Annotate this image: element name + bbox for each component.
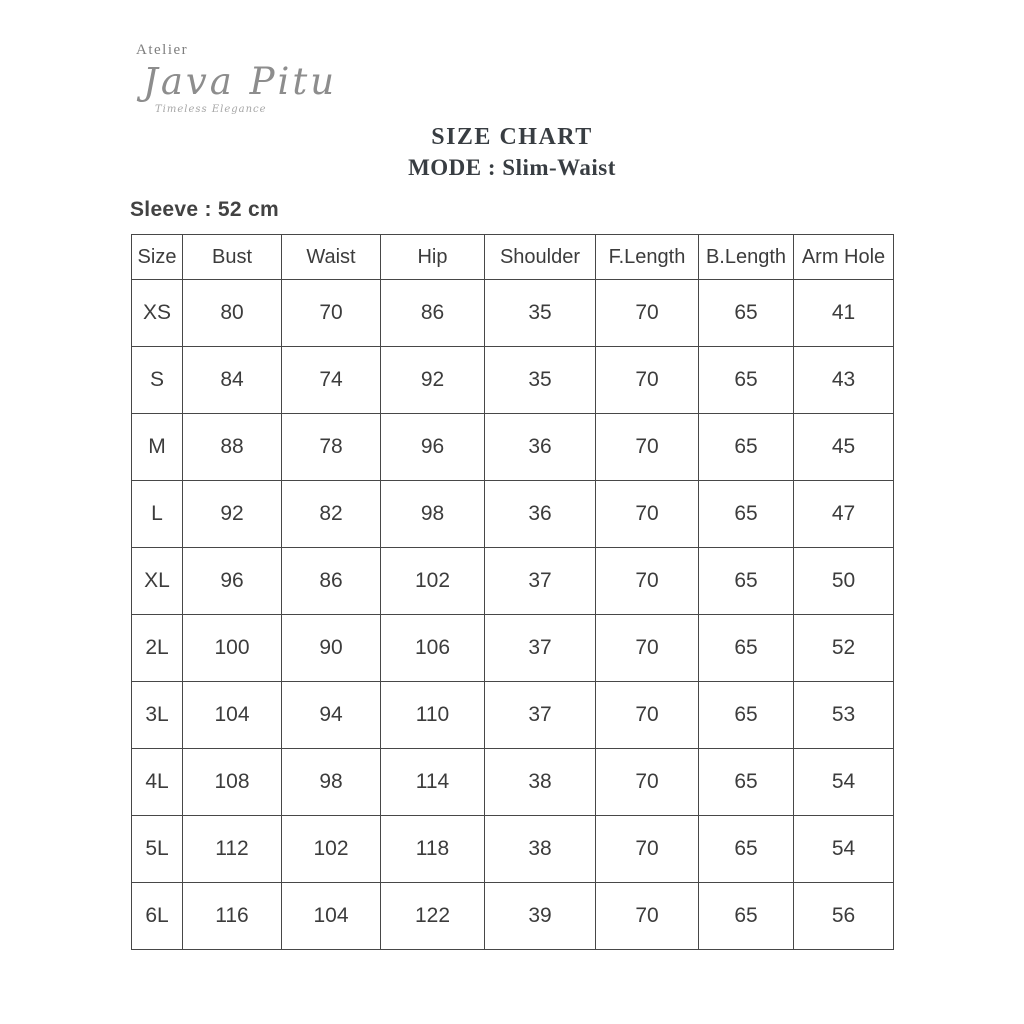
measurement-cell: 65 <box>699 414 794 481</box>
size-label-cell: L <box>132 481 183 548</box>
page-title: SIZE CHART <box>431 124 593 150</box>
measurement-cell: 90 <box>282 615 381 682</box>
measurement-cell: 92 <box>381 347 485 414</box>
measurement-cell: 118 <box>381 816 485 883</box>
measurement-cell: 100 <box>183 615 282 682</box>
table-row <box>132 816 894 883</box>
measurement-cell: 39 <box>485 883 596 950</box>
table-header <box>132 235 894 280</box>
brand-name: Java Pitu <box>143 60 338 103</box>
sleeve-note: Sleeve : 52 cm <box>130 198 279 221</box>
table-row <box>132 615 894 682</box>
measurement-cell: 43 <box>794 347 894 414</box>
measurement-cell: 102 <box>282 816 381 883</box>
brand-tagline: Timeless Elegance <box>155 104 267 115</box>
measurement-cell: 65 <box>699 280 794 347</box>
table-row <box>132 682 894 749</box>
table-row <box>132 548 894 615</box>
measurement-cell: 70 <box>596 481 699 548</box>
measurement-cell: 37 <box>485 615 596 682</box>
measurement-cell: 98 <box>381 481 485 548</box>
measurement-cell: 70 <box>596 280 699 347</box>
brand-logo <box>133 42 337 115</box>
measurement-cell: 80 <box>183 280 282 347</box>
measurement-cell: 45 <box>794 414 894 481</box>
measurement-cell: 70 <box>596 347 699 414</box>
measurement-cell: 38 <box>485 749 596 816</box>
measurement-cell: 65 <box>699 682 794 749</box>
table-row <box>132 414 894 481</box>
title-block <box>0 124 1024 181</box>
size-label-cell: 5L <box>132 816 183 883</box>
measurement-cell: 47 <box>794 481 894 548</box>
column-header-bust: Bust <box>183 235 282 280</box>
measurement-cell: 70 <box>596 816 699 883</box>
measurement-cell: 53 <box>794 682 894 749</box>
measurement-cell: 65 <box>699 347 794 414</box>
size-chart-table <box>131 234 894 950</box>
table-body <box>132 280 894 950</box>
column-header-hip: Hip <box>381 235 485 280</box>
measurement-cell: 86 <box>282 548 381 615</box>
measurement-cell: 70 <box>596 548 699 615</box>
table-row <box>132 883 894 950</box>
table-row <box>132 481 894 548</box>
measurement-cell: 54 <box>794 816 894 883</box>
measurement-cell: 37 <box>485 682 596 749</box>
size-label-cell: 3L <box>132 682 183 749</box>
measurement-cell: 70 <box>596 682 699 749</box>
size-label-cell: M <box>132 414 183 481</box>
measurement-cell: 122 <box>381 883 485 950</box>
measurement-cell: 106 <box>381 615 485 682</box>
measurement-cell: 94 <box>282 682 381 749</box>
measurement-cell: 65 <box>699 883 794 950</box>
size-label-cell: 4L <box>132 749 183 816</box>
measurement-cell: 78 <box>282 414 381 481</box>
measurement-cell: 104 <box>183 682 282 749</box>
measurement-cell: 110 <box>381 682 485 749</box>
measurement-cell: 88 <box>183 414 282 481</box>
column-header-b-length: B.Length <box>699 235 794 280</box>
measurement-cell: 70 <box>596 615 699 682</box>
measurement-cell: 82 <box>282 481 381 548</box>
table-row <box>132 347 894 414</box>
measurement-cell: 74 <box>282 347 381 414</box>
measurement-cell: 70 <box>596 883 699 950</box>
column-header-arm-hole: Arm Hole <box>794 235 894 280</box>
table-row <box>132 749 894 816</box>
measurement-cell: 65 <box>699 816 794 883</box>
size-label-cell: XL <box>132 548 183 615</box>
brand-prefix: Atelier <box>136 42 189 58</box>
measurement-cell: 35 <box>485 347 596 414</box>
measurement-cell: 36 <box>485 481 596 548</box>
measurement-cell: 84 <box>183 347 282 414</box>
measurement-cell: 112 <box>183 816 282 883</box>
measurement-cell: 114 <box>381 749 485 816</box>
measurement-cell: 36 <box>485 414 596 481</box>
measurement-cell: 50 <box>794 548 894 615</box>
measurement-cell: 104 <box>282 883 381 950</box>
measurement-cell: 92 <box>183 481 282 548</box>
measurement-cell: 108 <box>183 749 282 816</box>
size-label-cell: 2L <box>132 615 183 682</box>
measurement-cell: 41 <box>794 280 894 347</box>
size-label-cell: S <box>132 347 183 414</box>
measurement-cell: 70 <box>596 414 699 481</box>
measurement-cell: 56 <box>794 883 894 950</box>
measurement-cell: 86 <box>381 280 485 347</box>
measurement-cell: 98 <box>282 749 381 816</box>
column-header-f-length: F.Length <box>596 235 699 280</box>
table-header-row <box>132 235 894 280</box>
column-header-size: Size <box>132 235 183 280</box>
measurement-cell: 38 <box>485 816 596 883</box>
measurement-cell: 70 <box>596 749 699 816</box>
measurement-cell: 102 <box>381 548 485 615</box>
measurement-cell: 70 <box>282 280 381 347</box>
measurement-cell: 37 <box>485 548 596 615</box>
measurement-cell: 54 <box>794 749 894 816</box>
measurement-cell: 65 <box>699 749 794 816</box>
measurement-cell: 65 <box>699 481 794 548</box>
column-header-waist: Waist <box>282 235 381 280</box>
measurement-cell: 65 <box>699 548 794 615</box>
measurement-cell: 96 <box>183 548 282 615</box>
page-subtitle: MODE : Slim-Waist <box>408 155 616 180</box>
measurement-cell: 96 <box>381 414 485 481</box>
table-row <box>132 280 894 347</box>
column-header-shoulder: Shoulder <box>485 235 596 280</box>
measurement-cell: 65 <box>699 615 794 682</box>
measurement-cell: 52 <box>794 615 894 682</box>
size-label-cell: XS <box>132 280 183 347</box>
measurement-cell: 116 <box>183 883 282 950</box>
measurement-cell: 35 <box>485 280 596 347</box>
size-label-cell: 6L <box>132 883 183 950</box>
